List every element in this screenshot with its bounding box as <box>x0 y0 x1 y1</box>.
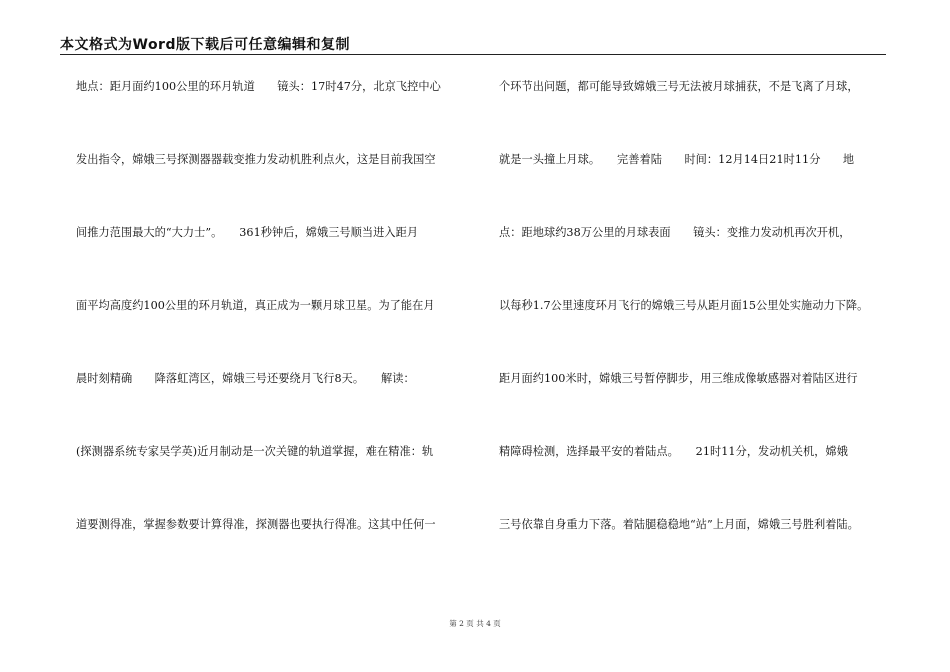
text-line: (探测器系统专家吴学英)近月制动是一次关键的轨道掌握，难在精准：轨 <box>76 445 434 458</box>
text-line: 以每秒1.7公里速度环月飞行的嫦娥三号从距月面15公里处实施动力下降。 <box>499 299 869 312</box>
header-title: 本文格式为Word版下载后可任意编辑和复制 <box>60 37 350 53</box>
text-line: 面平均高度约100公里的环月轨道，真正成为一颗月球卫星。为了能在月 <box>76 299 435 312</box>
page-number-footer: 第 2 页 共 4 页 <box>449 619 501 628</box>
text-line: 晨时刻精确 降落虹湾区，嫦娥三号还要绕月飞行8天。 解读： <box>76 372 415 385</box>
text-line: 发出指令，嫦娥三号探测器器载变推力发动机胜利点火，这是目前我国空 <box>76 153 436 166</box>
text-line: 距月面约100米时，嫦娥三号暂停脚步，用三维成像敏感器对着陆区进行 <box>499 372 858 385</box>
text-line: 点：距地球约38万公里的月球表面 镜头：变推力发动机再次开机， <box>499 226 851 239</box>
page-header <box>60 34 886 55</box>
text-line: 个环节出问题，都可能导致嫦娥三号无法被月球捕获，不是飞离了月球， <box>499 80 859 93</box>
text-line: 地点：距月面约100公里的环月轨道 镜头：17时47分，北京飞控中心 <box>76 80 441 93</box>
text-line: 三号依靠自身重力下落。着陆腿稳稳地“站”上月面，嫦娥三号胜利着陆。 <box>499 518 859 531</box>
text-line: 道要测得准，掌握参数要计算得准，探测器也要执行得准。这其中任何一 <box>76 518 436 531</box>
text-line: 间推力范围最大的“大力士”。 361秒钟后，嫦娥三号顺当进入距月 <box>76 226 419 239</box>
text-line: 就是一头撞上月球。 完善着陆 时间：12月14日21时11分 地 <box>499 153 855 166</box>
text-line: 精障碍检测，选择最平安的着陆点。 21时11分，发动机关机，嫦娥 <box>499 445 848 458</box>
